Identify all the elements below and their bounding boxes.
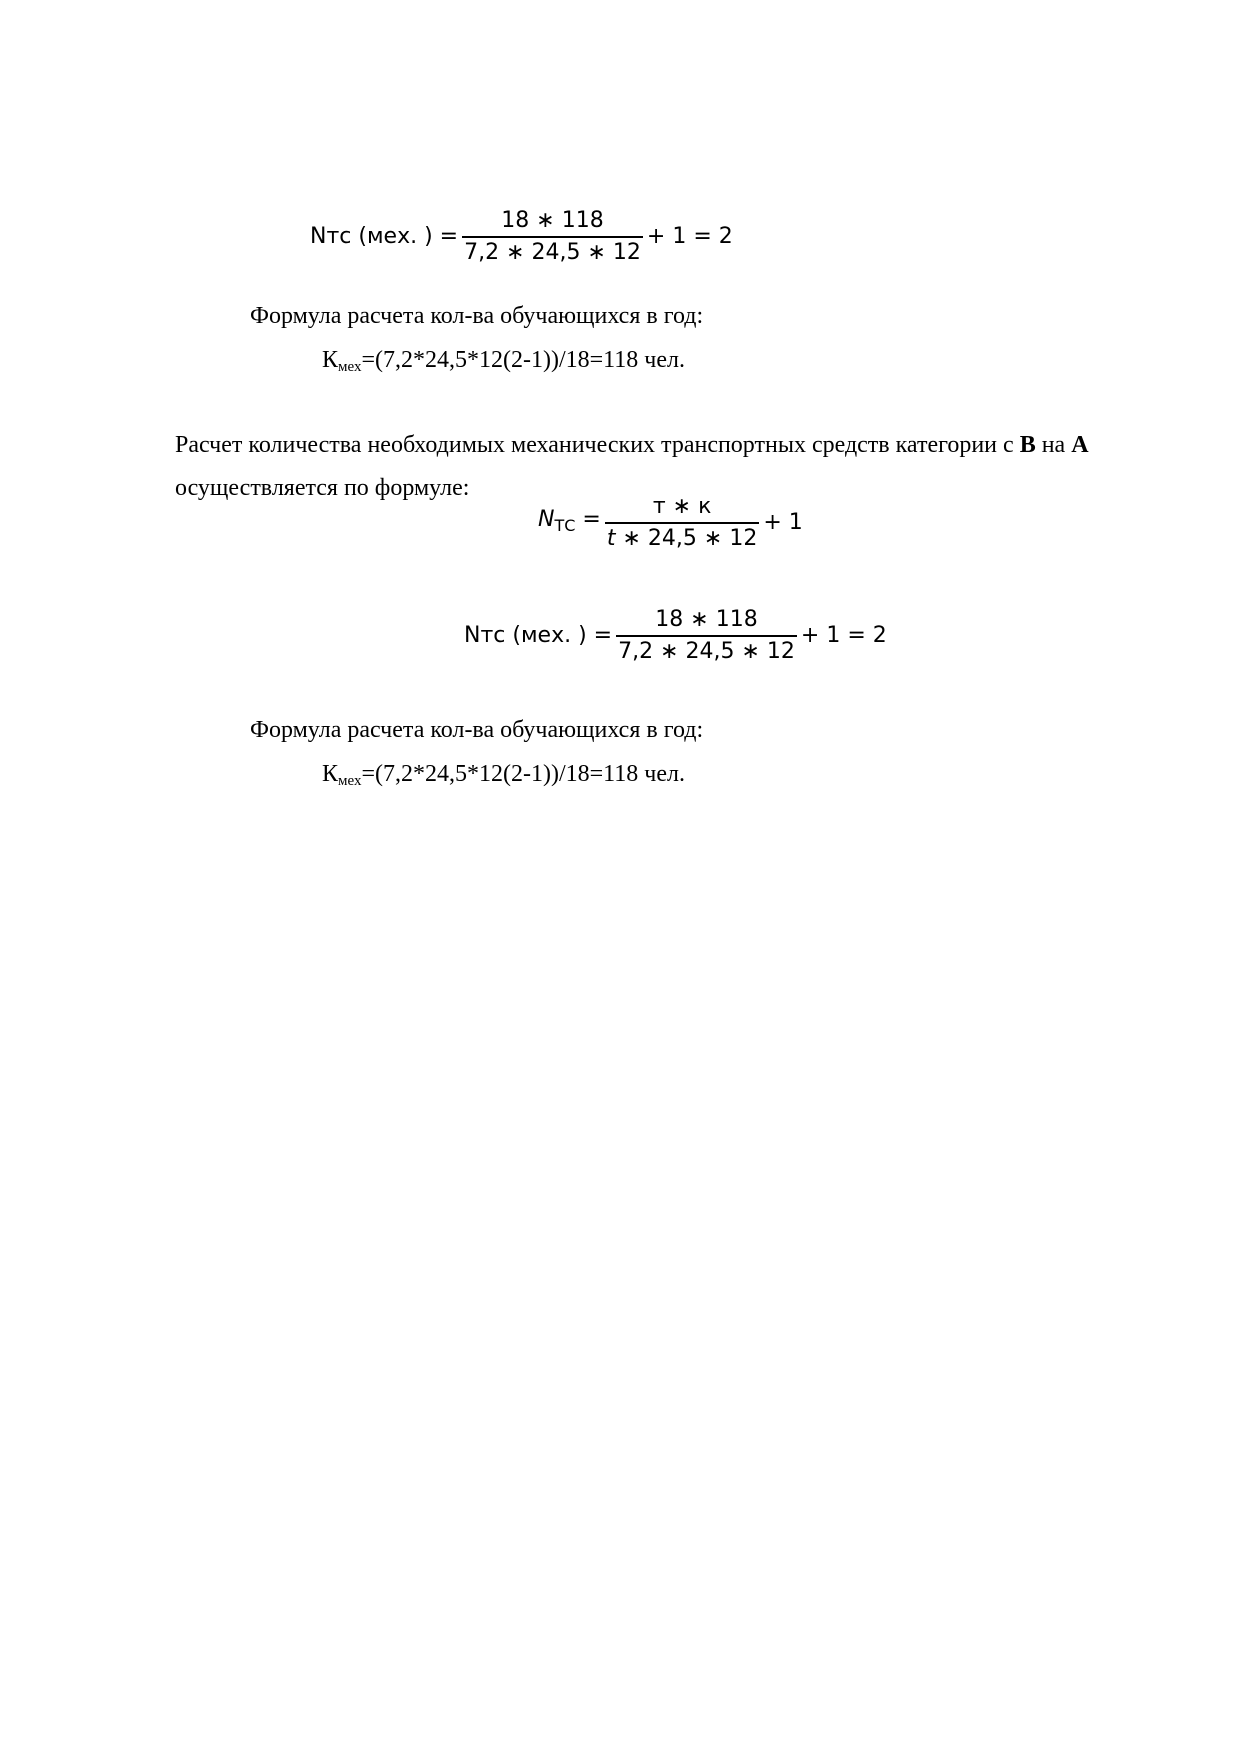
equation-general-lhs bbox=[538, 507, 601, 539]
equation-2-numerator: 18 ∗ 118 bbox=[655, 607, 758, 632]
k-subscript: мех bbox=[338, 359, 362, 375]
equation-2 bbox=[464, 607, 887, 665]
equation-general bbox=[538, 494, 803, 552]
equation-2-fraction bbox=[616, 607, 797, 665]
equation-general-numerator: т ∗ к bbox=[652, 494, 712, 519]
bold-category-b: В bbox=[1019, 432, 1036, 458]
paragraph-calculation-intro bbox=[175, 431, 1089, 459]
equation-1-denominator: 7,2 ∗ 24,5 ∗ 12 bbox=[464, 239, 641, 265]
bold-category-a: А bbox=[1071, 432, 1089, 458]
symbol-n: N bbox=[538, 506, 555, 532]
equation-2-denominator: 7,2 ∗ 24,5 ∗ 12 bbox=[618, 638, 795, 664]
equation-1 bbox=[310, 208, 733, 266]
equation-1-fraction bbox=[462, 208, 643, 266]
k-expression: =(7,2*24,5*12(2-1))/18=118 чел. bbox=[361, 761, 685, 787]
equation-general-rhs: + 1 bbox=[763, 509, 803, 535]
paragraph-formula-heading-2: Формула расчета кол-ва обучающихся в год: bbox=[250, 717, 704, 743]
subscript-tc: ТС bbox=[554, 515, 576, 535]
symbol-t: t bbox=[606, 525, 616, 551]
paragraph-calculation-intro-line-2: осуществляется по формуле: bbox=[175, 475, 470, 501]
k-symbol: К bbox=[322, 761, 339, 787]
equation-general-denominator bbox=[605, 524, 759, 552]
equation-1-rhs: + 1 = 2 bbox=[646, 223, 733, 249]
equation-general-fraction bbox=[605, 494, 759, 552]
equation-2-lhs: Nтс (мех. ) = bbox=[464, 622, 613, 648]
paragraph-formula-heading-1: Формула расчета кол-ва обучающихся в год: bbox=[250, 303, 704, 329]
equation-2-rhs: + 1 = 2 bbox=[800, 622, 887, 648]
denominator-rest: ∗ 24,5 ∗ 12 bbox=[615, 525, 758, 551]
k-subscript: мех bbox=[338, 773, 362, 789]
k-formula-2 bbox=[322, 760, 685, 795]
equation-1-lhs: Nтс (мех. ) = bbox=[310, 223, 459, 249]
k-expression: =(7,2*24,5*12(2-1))/18=118 чел. bbox=[361, 347, 685, 373]
equation-1-numerator: 18 ∗ 118 bbox=[501, 208, 604, 233]
k-formula-1 bbox=[322, 346, 685, 381]
paragraph-text: на bbox=[1035, 432, 1072, 458]
paragraph-text: Расчет количества необходимых механических транспортных средств категории с bbox=[175, 432, 1020, 458]
equals-sign: = bbox=[582, 506, 601, 532]
k-symbol: К bbox=[322, 347, 339, 373]
